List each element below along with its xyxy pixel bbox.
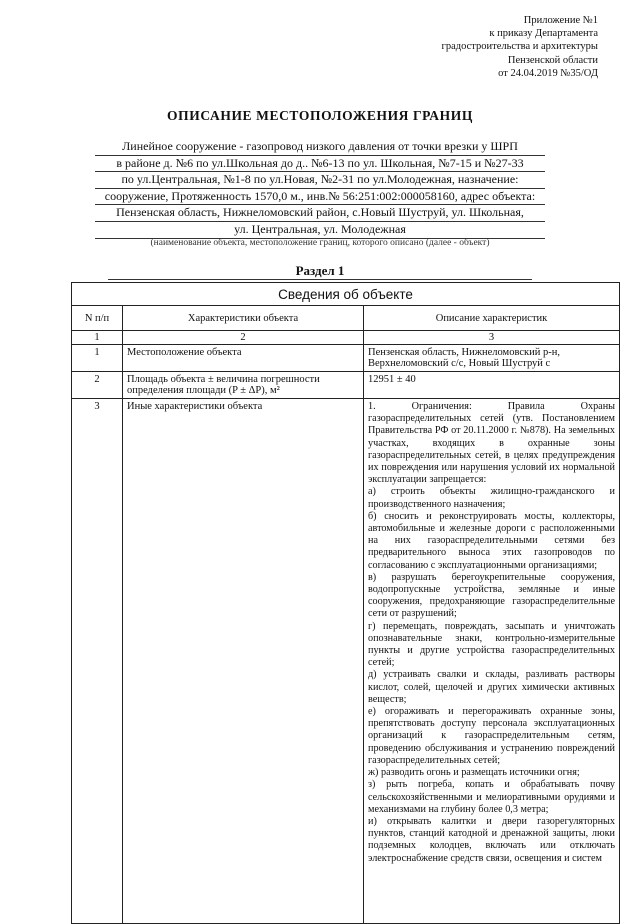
restriction-paragraph: в) разрушать берегоукрепительные сооружения, водопропускные устройства, земляные и иные сооружения, предохраняющие газораспределительные сети от разрушений; (368, 571, 615, 620)
row-description: 12951 ± 40 (364, 372, 620, 399)
appendix-line: градостроительства и архитектуры (441, 41, 598, 53)
section-title: Раздел 1 (295, 263, 345, 278)
row-characteristic: Местоположение объекта (123, 345, 364, 372)
object-description-line: ул. Центральная, ул. Молодежная (95, 222, 545, 239)
object-description (95, 139, 545, 239)
table-row (72, 345, 620, 372)
row-number: 3 (72, 399, 123, 924)
row-number: 1 (72, 345, 123, 372)
appendix-block (338, 14, 598, 80)
table-header-row (72, 306, 620, 331)
appendix-line: к приказу Департамента (489, 28, 598, 40)
appendix-line: Пензенской области (507, 54, 598, 66)
row-description: Пензенская область, Нижнеломовский р-н, Верхнеломовский с/с, Новый Шуструй с (364, 345, 620, 372)
row-description (364, 399, 620, 924)
row-number: 2 (72, 372, 123, 399)
row-characteristic: Иные характеристики объекта (123, 399, 364, 924)
object-description-line: по ул.Центральная, №1-8 по ул.Новая, №2-31 по ул.Молодежная, назначение: (95, 172, 545, 189)
restriction-paragraph: е) огораживать и перегораживать охранные зоны, препятствовать доступу персонала эксплуатационных организаций к газораспределительным сетям, проведению обслуживания и устранению повреждений газораспределительных сетей; (368, 706, 615, 766)
section-divider (108, 279, 532, 280)
column-header: Описание характеристик (364, 306, 620, 331)
object-description-line: Пензенская область, Нижнеломовский район, с.Новый Шуструй, ул. Школьная, (95, 205, 545, 222)
restriction-paragraph: д) устраивать свалки и склады, разливать растворы кислот, солей, щелочей и других химически активных веществ; (368, 669, 615, 705)
row-characteristic: Площадь объекта ± величина погрешности определения площади (P ± ΔP), м² (123, 372, 364, 399)
column-number-row (72, 331, 620, 345)
object-description-line: Линейное сооружение - газопровод низкого давления от точки врезки у ШРП (95, 139, 545, 156)
restriction-paragraph: б) сносить и реконструировать мосты, коллекторы, автомобильные и железные дороги с расположенными на них газораспределительными сетями без предварительного выноса этих газопроводов по согласованию с эксплуатационными организациями; (368, 510, 615, 571)
column-header: Характеристики объекта (123, 306, 364, 331)
table-row (72, 399, 620, 924)
appendix-line: от 24.04.2019 №35/ОД (498, 67, 598, 79)
column-number: 2 (123, 331, 364, 345)
document-title: ОПИСАНИЕ МЕСТОПОЛОЖЕНИЯ ГРАНИЦ (167, 108, 473, 123)
appendix-line: Приложение №1 (523, 15, 598, 26)
object-info-table (71, 282, 620, 924)
object-caption: (наименование объекта, местоположение границ, которого описано (далее - объект) (150, 238, 490, 248)
table-title: Сведения об объекте (72, 283, 620, 306)
object-description-line: сооружение, Протяженность 1570,0 м., инв.№ 56:251:002:000058160, адрес объекта: (95, 189, 545, 206)
restriction-paragraph: г) перемещать, повреждать, засыпать и уничтожать опознавательные знаки, контрольно-измерительные пункты и другие устройства газораспределительных сетей; (368, 620, 615, 669)
restriction-paragraph: ж) разводить огонь и размещать источники огня; (368, 767, 580, 779)
restriction-paragraph: а) строить объекты жилищно-гражданского и производственного назначения; (368, 486, 615, 510)
column-header: N п/п (72, 306, 123, 331)
restriction-paragraph: 1. Ограничения: Правила Охраны газораспределительных сетей (утв. Постановлением Правительства РФ от 20.11.2000 г. №878). На земельных участках, входящих в охранные зоны газораспределительных сетей, в целях предупреждения их повреждения или нарушения условий их нормальной эксплуатации запрещается: (368, 401, 615, 486)
table-row (72, 372, 620, 399)
object-description-line: в районе д. №6 по ул.Школьная до д.. №6-13 по ул. Школьная, №7-15 и №27-33 (95, 156, 545, 173)
restriction-paragraph: з) рыть погреба, копать и обрабатывать почву сельскохозяйственными и мелиоративными орудиями и механизмами на глубину более 0,3 метра; (368, 779, 615, 815)
column-number: 1 (72, 331, 123, 345)
table-title-row (72, 283, 620, 306)
column-number: 3 (364, 331, 620, 345)
restriction-paragraph: и) открывать калитки и двери газорегуляторных пунктов, станций катодной и дренажной защиты, люки подземных колодцев, включать или отключать электроснабжение средств связи, освещения и систем (368, 815, 615, 864)
